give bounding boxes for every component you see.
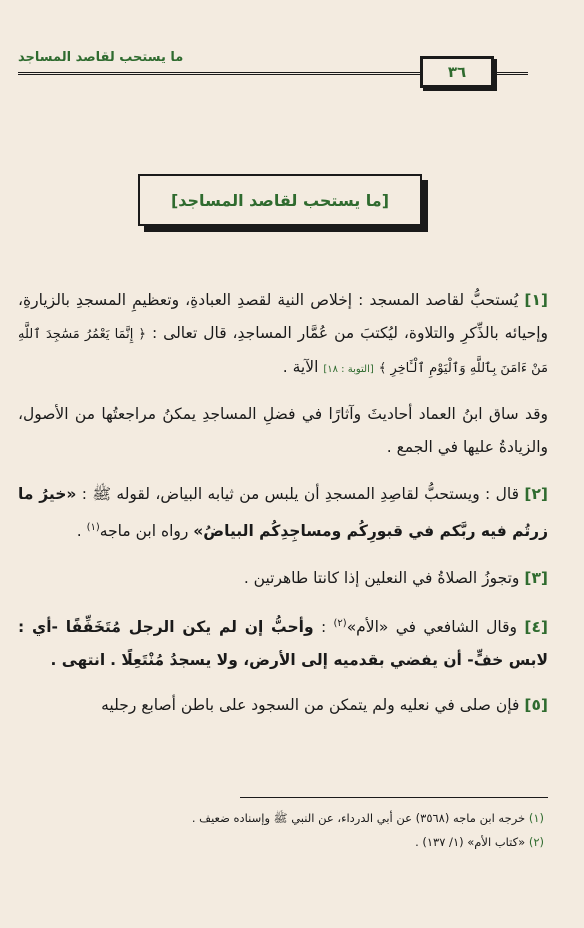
paragraph-number: [٥] bbox=[524, 696, 548, 715]
hadith-quote: «خيرُ ما زرتُم فيه ربَّكم في قبورِكُم ومساجِدِكُم البياضُ» bbox=[18, 485, 548, 541]
paragraph-1 bbox=[18, 284, 548, 386]
paragraph-text: يُستحبُّ لقاصد المسجد : إخلاص النية لقصدِ العبادةِ، وتعظيمِ المسجدِ بالزيارةِ، وإحيائه بالذِّكرِ والتلاوة، ليُكتبَ من عُمَّار المساجدِ، قال تعالى : bbox=[18, 291, 549, 342]
paragraph-text-end: انتهى . bbox=[50, 651, 106, 670]
footnote-2 bbox=[90, 830, 544, 854]
paragraph-text: قال : ويستحبُّ لقاصِدِ المسجدِ أن يلبس من ثيابه البياض، لقوله ﷺ : bbox=[81, 485, 519, 503]
page-number: ٣٦ bbox=[420, 56, 494, 88]
running-title: ما يستحب لقاصد المساجد bbox=[18, 50, 184, 65]
paragraph-text: وتجوزُ الصلاةُ في النعلين إذا كانتا طاهرتين . bbox=[243, 569, 520, 588]
paragraph-number: [٢] bbox=[524, 485, 548, 503]
paragraph-4 bbox=[18, 607, 548, 677]
chapter-title: [ما يستحب لقاصد المساجد] bbox=[138, 174, 422, 226]
paragraph-5 bbox=[18, 689, 548, 722]
paragraph-text: وقال الشافعي في «الأم» bbox=[346, 618, 517, 637]
footnote-text: خرجه ابن ماجه (٣٥٦٨) عن أبي الدرداء، عن النبي ﷺ وإسناده ضعيف . bbox=[191, 811, 526, 825]
paragraph-number: [١] bbox=[524, 291, 548, 309]
footnotes bbox=[90, 806, 544, 854]
verse-reference: [التوبة : ١٨] bbox=[323, 364, 374, 375]
body-text bbox=[18, 284, 548, 734]
paragraph-text-end: . bbox=[76, 522, 82, 541]
footnote-marker-2: (٢) bbox=[333, 618, 347, 630]
footnote-1 bbox=[90, 806, 544, 830]
footnote-text: «كتاب الأم» (١/ ١٣٧) . bbox=[415, 835, 526, 849]
footnote-rule bbox=[240, 797, 548, 798]
paragraph-number: [٣] bbox=[524, 569, 548, 588]
paragraph-2 bbox=[18, 478, 548, 548]
paragraph-1b bbox=[18, 398, 548, 464]
paragraph-colon: : bbox=[320, 618, 327, 637]
footnote-marker-1: (١) bbox=[86, 522, 100, 533]
hadith-source: رواه ابن ماجه bbox=[99, 522, 189, 541]
paragraph-number: [٤] bbox=[524, 618, 548, 637]
paragraph-text: فإن صلى في نعليه ولم يتمكن من السجود على باطن أصابع رجليه bbox=[101, 696, 520, 715]
shafii-quote: وأحبُّ إن لم يكن الرجل مُتَخَفِّفًا -أي : لابس خفٍّ- أن يفضي بقدميه إلى الأرض، ولا يسجدُ مُنْتَعِلًا . bbox=[18, 618, 548, 670]
paragraph-text-end: الآية . bbox=[282, 358, 319, 376]
footnote-number: (١) bbox=[528, 811, 544, 825]
quran-verse: ﴿ إِنَّمَا يَعْمُرُ مَسَٰجِدَ ٱللَّهِ مَنْ ءَامَنَ بِٱللَّهِ وَٱلْيَوْمِ ٱلْـَٔاخِرِ ﴾ bbox=[18, 327, 548, 376]
paragraph-3 bbox=[18, 562, 548, 595]
footnote-number: (٢) bbox=[528, 835, 544, 849]
paragraph-text: وقد ساق ابنُ العماد أحاديثَ وآثارًا في فضلِ المساجدِ يمكنُ مراجعتُها من الأصول، والزيادةُ عليها في الجمع . bbox=[18, 405, 548, 456]
